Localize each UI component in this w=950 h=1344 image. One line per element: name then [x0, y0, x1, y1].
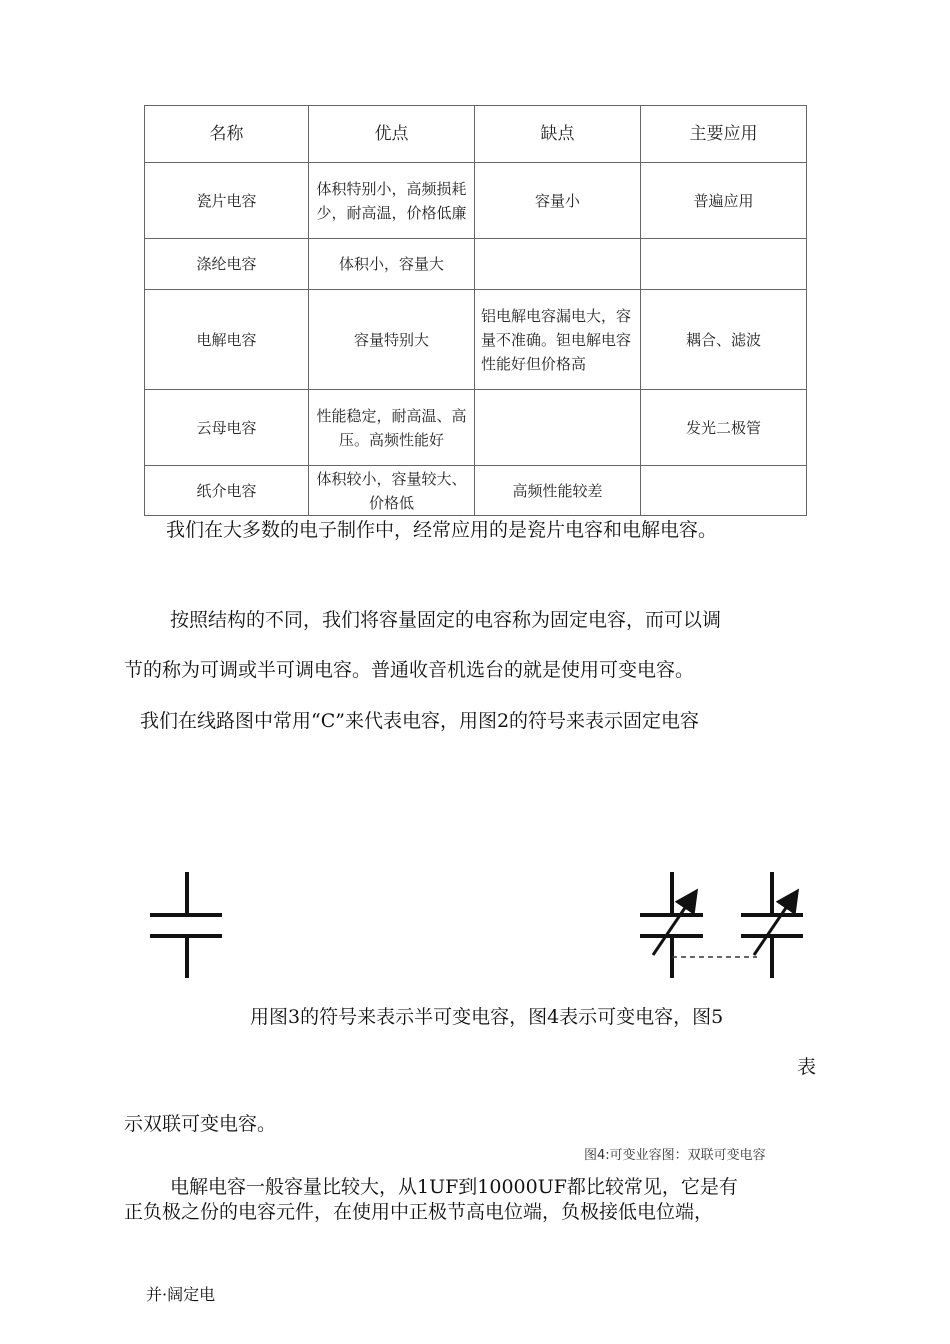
- cell-pros: 性能稳定，耐高温、高压。高频性能好: [309, 390, 475, 466]
- paragraph-common-types: 我们在大多数的电子制作中，经常应用的是瓷片电容和电解电容。: [166, 519, 718, 541]
- cell-name: 云母电容: [145, 390, 309, 466]
- paragraph-electrolytic-line1: 电解电容一般容量比较大，从1UF到10000UF都比较常见，它是有: [170, 1176, 738, 1198]
- paragraph-structure-line1: 按照结构的不同，我们将容量固定的电容称为固定电容，而可以调: [170, 609, 722, 631]
- cell-pros: 体积小，容量大: [309, 239, 475, 290]
- header-use: 主要应用: [641, 106, 807, 163]
- cell-cons: 高频性能较差: [475, 466, 641, 516]
- paragraph-symbol: 我们在线路图中常用“C”来代表电容，用图2的符号来表示固定电容: [140, 710, 700, 732]
- cell-cons: 铝电解电容漏电大，容量不准确。钽电解电容性能好但价格高: [475, 290, 641, 390]
- paragraph-electrolytic-line2: 正负极之份的电容元件，在使用中正极节高电位端，负极接低电位端，: [124, 1201, 714, 1223]
- cell-pros: 容量特别大: [309, 290, 475, 390]
- cell-cons: 容量小: [475, 163, 641, 239]
- paragraph-figures-line2: 表: [797, 1056, 817, 1078]
- fixed-capacitor-icon: [150, 872, 222, 978]
- header-cons: 缺点: [475, 106, 641, 163]
- header-pros: 优点: [309, 106, 475, 163]
- figure-caption: 图4:可变业容图：双联可变电容: [584, 1148, 766, 1163]
- cell-name: 涤纶电容: [145, 239, 309, 290]
- paragraph-structure-line2: 节的称为可调或半可调电容。普通收音机选台的就是使用可变电容。: [124, 659, 695, 681]
- cell-use: 普遍应用: [641, 163, 807, 239]
- cell-name: 瓷片电容: [145, 163, 309, 239]
- paragraph-cutoff: 并·阔定电: [146, 1285, 216, 1304]
- header-name: 名称: [145, 106, 309, 163]
- paragraph-figures-line1: 用图3的符号来表示半可变电容，图4表示可变电容，图5: [250, 1006, 724, 1028]
- cell-pros: 体积特别小，高频损耗少，耐高温，价格低廉: [309, 163, 475, 239]
- cell-use: 发光二极管: [641, 390, 807, 466]
- paragraph-figures-line3: 示双联可变电容。: [124, 1113, 277, 1135]
- cell-name: 电解电容: [145, 290, 309, 390]
- cell-name: 纸介电容: [145, 466, 309, 516]
- variable-capacitor-icon: [640, 872, 703, 978]
- dual-variable-capacitor-icon: [741, 872, 803, 978]
- cell-use: 耦合、滤波: [641, 290, 807, 390]
- cell-pros: 体积较小，容量较大、价格低: [309, 466, 475, 516]
